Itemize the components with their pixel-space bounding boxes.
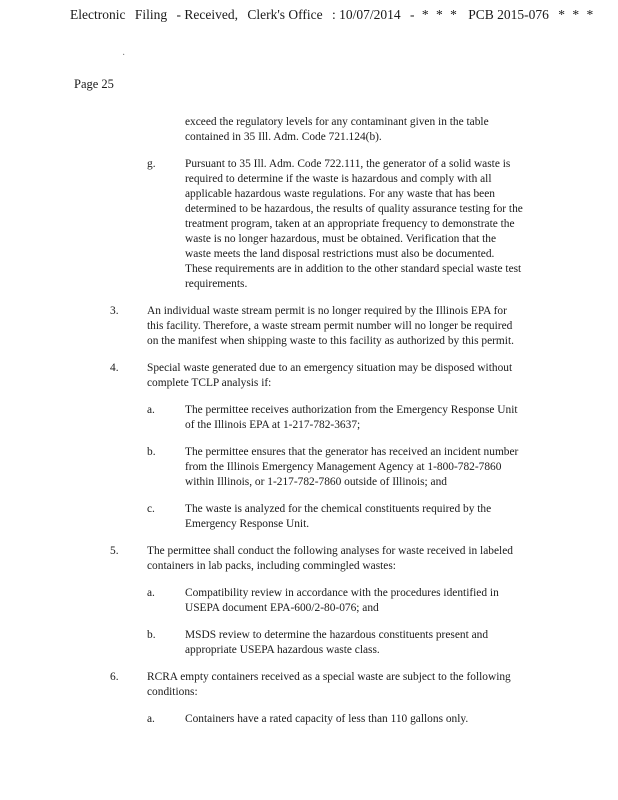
body-line: Special waste generated due to an emergency situation may be disposed without: [147, 362, 513, 374]
body-line: applicable hazardous waste regulations. For any waste that has been: [185, 188, 495, 200]
item-number: 4.: [110, 362, 119, 374]
body-line: this facility. Therefore, a waste stream permit number will no longer be required: [147, 320, 513, 332]
item-number: 5.: [110, 545, 119, 557]
item-number: 3.: [110, 305, 119, 317]
item-label: a.: [147, 587, 155, 599]
item-label: g.: [147, 158, 156, 170]
body-line: required to determine if the waste is hazardous and comply with all: [185, 173, 492, 185]
body-line: The permittee shall conduct the following analyses for waste received in labeled: [147, 545, 513, 557]
body-line: conditions:: [147, 686, 198, 698]
body-line: These requirements are in addition to the other standard special waste test: [185, 263, 522, 275]
item-label: a.: [147, 404, 155, 416]
body-line: Containers have a rated capacity of less than 110 gallons only.: [185, 713, 469, 725]
body-line: exceed the regulatory levels for any contaminant given in the table: [185, 116, 489, 128]
header-office: Clerk's Office: [247, 7, 323, 22]
body-line: contained in 35 Ill. Adm. Code 721.124(b).: [185, 131, 382, 143]
body-line: containers in lab packs, including commingled wastes:: [147, 560, 396, 572]
item-number: 6.: [110, 671, 119, 683]
header-stars-left: - * * *: [410, 7, 459, 22]
body-line: Pursuant to 35 Ill. Adm. Code 722.111, the generator of a solid waste is: [185, 158, 511, 170]
body-line: complete TCLP analysis if:: [147, 377, 272, 389]
body-line: appropriate USEPA hazardous waste class.: [185, 644, 380, 656]
body-line: RCRA empty containers received as a special waste are subject to the following: [147, 671, 511, 683]
header-filing-2: Filing: [134, 7, 168, 22]
body-line: within Illinois, or 1-217-782-7860 outside of Illinois; and: [185, 476, 447, 488]
body-line: USEPA document EPA-600/2-80-076; and: [185, 602, 379, 614]
body-line: The waste is analyzed for the chemical constituents required by the: [185, 503, 492, 515]
body-line: determined to be hazardous, the results of quality assurance testing for the: [185, 203, 523, 215]
body-line: of the Illinois EPA at 1-217-782-3637;: [185, 419, 361, 431]
item-label: b.: [147, 629, 156, 641]
body-line: Compatibility review in accordance with the procedures identified in: [185, 587, 499, 599]
body-line: An individual waste stream permit is no longer required by the Illinois EPA for: [147, 305, 507, 317]
body-line: waste meets the land disposal restrictions must also be documented.: [185, 248, 495, 260]
header-date: : 10/07/2014: [332, 7, 401, 22]
body-line: MSDS review to determine the hazardous constituents present and: [185, 629, 489, 641]
item-label: b.: [147, 446, 156, 458]
body-line: The permittee receives authorization from the Emergency Response Unit: [185, 404, 518, 416]
body-line: requirements.: [185, 278, 248, 290]
body-line: Emergency Response Unit.: [185, 518, 310, 530]
scan-artifact: ·: [122, 50, 126, 61]
item-label: c.: [147, 503, 155, 515]
header-filing: Electronic: [70, 7, 126, 22]
body-line: treatment program, taken at an appropriate frequency to demonstrate the: [185, 218, 515, 230]
filing-header: [70, 7, 610, 23]
body-line: The permittee ensures that the generator has received an incident number: [185, 446, 519, 458]
body-line: waste is no longer hazardous, must be obtained. Verification that the: [185, 233, 497, 245]
header-received: - Received,: [176, 7, 238, 22]
body-line: on the manifest when shipping waste to this facility as authorized by this permit.: [147, 335, 514, 347]
header-stars-right: * * *: [558, 7, 596, 22]
page-number: Page 25: [74, 77, 114, 91]
item-label: a.: [147, 713, 155, 725]
header-case-number: PCB 2015-076: [468, 7, 549, 22]
body-line: from the Illinois Emergency Management Agency at 1-800-782-7860: [185, 461, 502, 473]
